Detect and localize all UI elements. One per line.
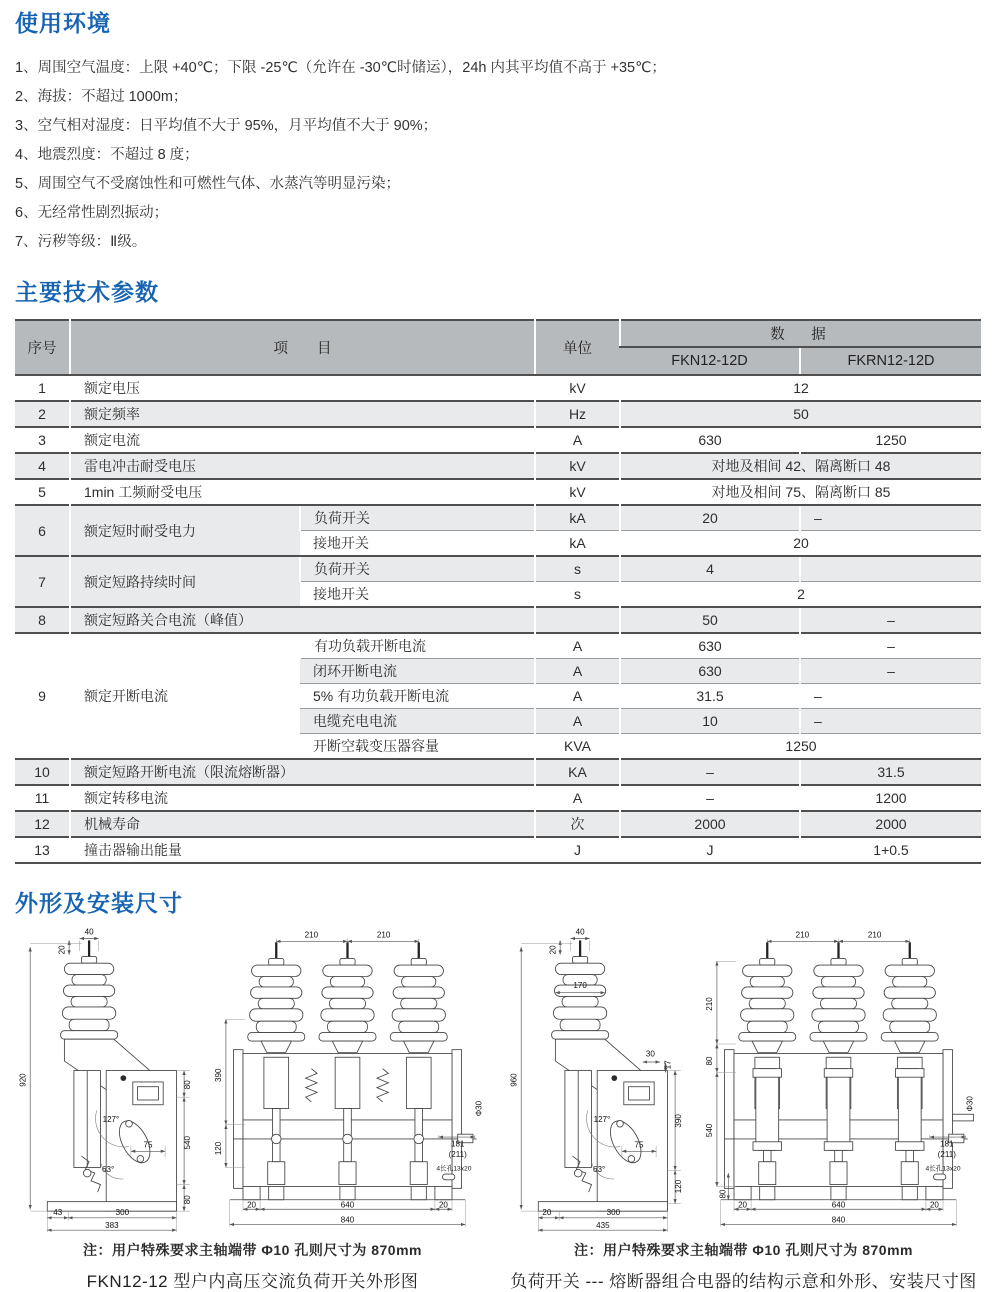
table-row bbox=[15, 453, 981, 479]
dimension-label: 20 bbox=[438, 1200, 448, 1210]
dimension-label: 20 bbox=[929, 1200, 939, 1210]
table-cell: 电缆充电电流 bbox=[300, 709, 535, 734]
dimension-label: 181 bbox=[450, 1139, 465, 1149]
table-cell: 4 bbox=[15, 453, 70, 479]
table-cell: 4 bbox=[620, 556, 800, 582]
table-cell: 1250 bbox=[800, 427, 981, 453]
header-model-fkn12: FKN12-12D bbox=[620, 347, 800, 375]
table-cell: 3 bbox=[15, 427, 70, 453]
table-cell: Hz bbox=[535, 401, 620, 427]
table-cell: 630 bbox=[620, 427, 800, 453]
table-cell: kV bbox=[535, 375, 620, 401]
dimension-label: 210 bbox=[304, 930, 319, 940]
dimension-label: 20 bbox=[548, 945, 558, 955]
dimension-label: 80 bbox=[718, 1189, 728, 1199]
table-cell: – bbox=[620, 759, 800, 785]
table-cell: s bbox=[535, 556, 620, 582]
table-cell: A bbox=[535, 684, 620, 709]
table-cell: 接地开关 bbox=[300, 582, 535, 608]
dimension-label: 300 bbox=[606, 1207, 621, 1217]
dimension-label: 640 bbox=[831, 1200, 846, 1210]
params-table bbox=[15, 319, 981, 864]
dimension-label: 920 bbox=[18, 1073, 28, 1087]
dimension-label: 127° bbox=[593, 1114, 611, 1124]
table-row bbox=[15, 505, 981, 531]
table-cell: 额定短路开断电流（限流熔断器） bbox=[70, 759, 535, 785]
table-cell: 闭环开断电流 bbox=[300, 659, 535, 684]
table-row bbox=[15, 785, 981, 811]
table-cell: – bbox=[800, 505, 981, 531]
table-cell: 8 bbox=[15, 607, 70, 633]
dimension-label: (211) bbox=[937, 1150, 956, 1159]
table-row bbox=[15, 607, 981, 633]
dimension-label: 390 bbox=[214, 1068, 224, 1083]
section-title-dimensions: 外形及安装尺寸 bbox=[15, 890, 183, 916]
table-cell: J bbox=[535, 837, 620, 863]
table-cell: 雷电冲击耐受电压 bbox=[70, 453, 535, 479]
figure-fkrn12 bbox=[506, 928, 981, 1292]
table-cell: 11 bbox=[15, 785, 70, 811]
table-cell: 额定电流 bbox=[70, 427, 535, 453]
dimension-label: 120 bbox=[214, 1141, 224, 1156]
table-cell bbox=[535, 607, 620, 633]
dimension-label: 170 bbox=[573, 980, 587, 990]
table-cell: – bbox=[620, 785, 800, 811]
table-cell: A bbox=[535, 633, 620, 659]
dimension-label: 840 bbox=[831, 1215, 846, 1225]
table-cell: 开断空载变压器容量 bbox=[300, 734, 535, 760]
table-cell: 6 bbox=[15, 505, 70, 556]
table-row bbox=[15, 375, 981, 401]
dimension-label: 20 bbox=[247, 1200, 257, 1210]
table-cell: 7 bbox=[15, 556, 70, 607]
table-row bbox=[15, 759, 981, 785]
env-list-item: 6、无经常性剧烈振动； bbox=[15, 205, 169, 221]
header-col-item: 项 目 bbox=[70, 320, 535, 375]
section-title-environment: 使用环境 bbox=[15, 10, 111, 36]
table-cell: 对地及相间 42、隔离断口 48 bbox=[620, 453, 981, 479]
table-cell: 5% 有功负载开断电流 bbox=[300, 684, 535, 709]
table-cell: 额定短路持续时间 bbox=[70, 556, 300, 607]
dimension-label: 4长孔13x20 bbox=[436, 1165, 472, 1173]
table-cell: A bbox=[535, 785, 620, 811]
table-cell: – bbox=[800, 633, 981, 659]
table-cell: 机械寿命 bbox=[70, 811, 535, 837]
table-cell: 9 bbox=[15, 633, 70, 759]
dimension-label: 20 bbox=[57, 945, 67, 955]
table-cell: kV bbox=[535, 479, 620, 505]
table-cell: 1250 bbox=[620, 734, 981, 760]
dimension-label: 20 bbox=[738, 1200, 748, 1210]
dimension-label: 210 bbox=[795, 930, 810, 940]
env-list-item: 4、地震烈度：不超过 8 度； bbox=[15, 147, 199, 163]
table-row bbox=[15, 811, 981, 837]
env-list-item: 5、周围空气不受腐蚀性和可燃性气体、水蒸汽等明显污染； bbox=[15, 176, 401, 192]
dimension-label: 40 bbox=[575, 928, 585, 937]
table-cell: 20 bbox=[620, 531, 981, 557]
dimension-label: 17 bbox=[663, 1060, 673, 1070]
figure-caption: FKN12-12 型户内高压交流负荷开关外形图 bbox=[86, 1272, 419, 1291]
table-cell: A bbox=[535, 709, 620, 734]
front-view-drawing bbox=[696, 928, 981, 1234]
table-cell: 50 bbox=[620, 401, 981, 427]
table-cell: 1200 bbox=[800, 785, 981, 811]
env-list-item: 7、污秽等级：Ⅱ级。 bbox=[15, 234, 147, 250]
table-cell: 1 bbox=[15, 375, 70, 401]
table-row bbox=[15, 837, 981, 863]
env-list-item: 1、周围空气温度：上限 +40℃；下限 -25℃（允许在 -30℃时储运），24h 内其平均值不高于 +35℃； bbox=[15, 60, 666, 76]
table-cell bbox=[800, 556, 981, 582]
params-table-body bbox=[15, 375, 981, 863]
table-cell: – bbox=[800, 709, 981, 734]
dimension-label: 43 bbox=[53, 1207, 63, 1217]
side-view-drawing bbox=[15, 928, 205, 1234]
table-cell: 630 bbox=[620, 659, 800, 684]
table-cell: 2 bbox=[620, 582, 981, 608]
table-cell: – bbox=[800, 659, 981, 684]
dimension-label: 80 bbox=[182, 1195, 192, 1205]
table-cell: 20 bbox=[620, 505, 800, 531]
table-cell: 对地及相间 75、隔离断口 85 bbox=[620, 479, 981, 505]
env-list-item: 2、海拔：不超过 1000m； bbox=[15, 89, 188, 105]
table-cell: 50 bbox=[620, 607, 800, 633]
table-cell: 有功负载开断电流 bbox=[300, 633, 535, 659]
table-row bbox=[15, 401, 981, 427]
figure-note: 注：用户特殊要求主轴端带 Φ10 孔则尺寸为 870mm bbox=[574, 1242, 913, 1258]
dimension-label: 75 bbox=[143, 1140, 153, 1150]
table-row bbox=[15, 556, 981, 582]
table-cell: – bbox=[800, 684, 981, 709]
side-view-drawing bbox=[506, 928, 696, 1234]
table-cell: 撞击器输出能量 bbox=[70, 837, 535, 863]
table-cell: 接地开关 bbox=[300, 531, 535, 557]
table-cell: kA bbox=[535, 505, 620, 531]
table-cell: 次 bbox=[535, 811, 620, 837]
dimension-label: 210 bbox=[705, 997, 715, 1011]
dimension-label: 63° bbox=[592, 1165, 606, 1175]
dimension-label: (211) bbox=[448, 1150, 467, 1159]
header-model-fkrn12: FKRN12-12D bbox=[800, 347, 981, 375]
header-col-data: 数 据 bbox=[620, 320, 981, 347]
dimension-label: 120 bbox=[673, 1179, 683, 1194]
dimension-label: 63° bbox=[101, 1165, 115, 1175]
dimension-label: 80 bbox=[182, 1080, 192, 1090]
header-col-unit: 单位 bbox=[535, 320, 620, 375]
table-cell: 额定转移电流 bbox=[70, 785, 535, 811]
dimension-label: 30 bbox=[645, 1049, 655, 1059]
table-cell: 额定电压 bbox=[70, 375, 535, 401]
dimension-label: 540 bbox=[182, 1136, 192, 1150]
dimension-label: Φ30 bbox=[474, 1100, 484, 1117]
table-cell: 31.5 bbox=[620, 684, 800, 709]
dimension-label: 383 bbox=[105, 1221, 119, 1231]
table-row bbox=[15, 633, 981, 659]
table-cell: 630 bbox=[620, 633, 800, 659]
section-title-parameters: 主要技术参数 bbox=[15, 279, 159, 305]
table-cell: 1min 工频耐受电压 bbox=[70, 479, 535, 505]
dimension-label: 840 bbox=[340, 1215, 355, 1225]
table-cell: A bbox=[535, 427, 620, 453]
table-cell: s bbox=[535, 582, 620, 608]
table-cell: 10 bbox=[15, 759, 70, 785]
table-cell: 负荷开关 bbox=[300, 556, 535, 582]
table-cell: 2000 bbox=[800, 811, 981, 837]
dimension-label: 127° bbox=[102, 1114, 120, 1124]
table-cell: kA bbox=[535, 531, 620, 557]
table-cell: 额定短时耐受电力 bbox=[70, 505, 300, 556]
figure-caption: 负荷开关 --- 熔断器组合电器的结构示意和外形、安装尺寸图 bbox=[510, 1272, 977, 1291]
dimension-label: 80 bbox=[705, 1056, 715, 1066]
table-row bbox=[15, 479, 981, 505]
table-cell: 13 bbox=[15, 837, 70, 863]
dimension-label: 210 bbox=[376, 930, 391, 940]
table-cell: – bbox=[800, 607, 981, 633]
table-cell: kV bbox=[535, 453, 620, 479]
dimension-label: 540 bbox=[705, 1123, 715, 1138]
table-cell: J bbox=[620, 837, 800, 863]
dimension-label: 300 bbox=[115, 1207, 130, 1217]
figures-row bbox=[15, 928, 981, 1292]
dimension-label: 40 bbox=[84, 928, 94, 937]
dimension-label: 435 bbox=[596, 1221, 610, 1231]
table-cell: 31.5 bbox=[800, 759, 981, 785]
dimension-label: 75 bbox=[634, 1140, 644, 1150]
dimension-label: 640 bbox=[340, 1200, 355, 1210]
figure-note: 注：用户特殊要求主轴端带 Φ10 孔则尺寸为 870mm bbox=[83, 1242, 422, 1258]
front-view-drawing bbox=[205, 928, 490, 1234]
header-col-no: 序号 bbox=[15, 320, 70, 375]
table-cell: 额定短路关合电流（峰值） bbox=[70, 607, 535, 633]
dimension-label: 4长孔13x20 bbox=[925, 1165, 961, 1173]
table-cell: 2 bbox=[15, 401, 70, 427]
dimension-label: 20 bbox=[542, 1207, 552, 1217]
table-cell: 2000 bbox=[620, 811, 800, 837]
dimension-label: 181 bbox=[940, 1139, 954, 1149]
table-cell: 10 bbox=[620, 709, 800, 734]
dimension-label: 390 bbox=[673, 1114, 683, 1128]
table-cell: 12 bbox=[15, 811, 70, 837]
env-list-item: 3、空气相对湿度：日平均值不大于 95%，月平均值不大于 90%； bbox=[15, 118, 438, 134]
table-cell: 额定频率 bbox=[70, 401, 535, 427]
figure-fkn12 bbox=[15, 928, 490, 1292]
table-cell: KVA bbox=[535, 734, 620, 760]
table-cell: 5 bbox=[15, 479, 70, 505]
table-cell: 额定开断电流 bbox=[70, 633, 300, 759]
table-cell: 负荷开关 bbox=[300, 505, 535, 531]
dimension-label: 210 bbox=[867, 930, 882, 940]
table-cell: A bbox=[535, 659, 620, 684]
table-cell: KA bbox=[535, 759, 620, 785]
table-cell: 1+0.5 bbox=[800, 837, 981, 863]
table-cell: 12 bbox=[620, 375, 981, 401]
env-list bbox=[15, 54, 981, 257]
table-row bbox=[15, 427, 981, 453]
dimension-label: Φ30 bbox=[965, 1096, 975, 1112]
dimension-label: 960 bbox=[509, 1073, 519, 1087]
